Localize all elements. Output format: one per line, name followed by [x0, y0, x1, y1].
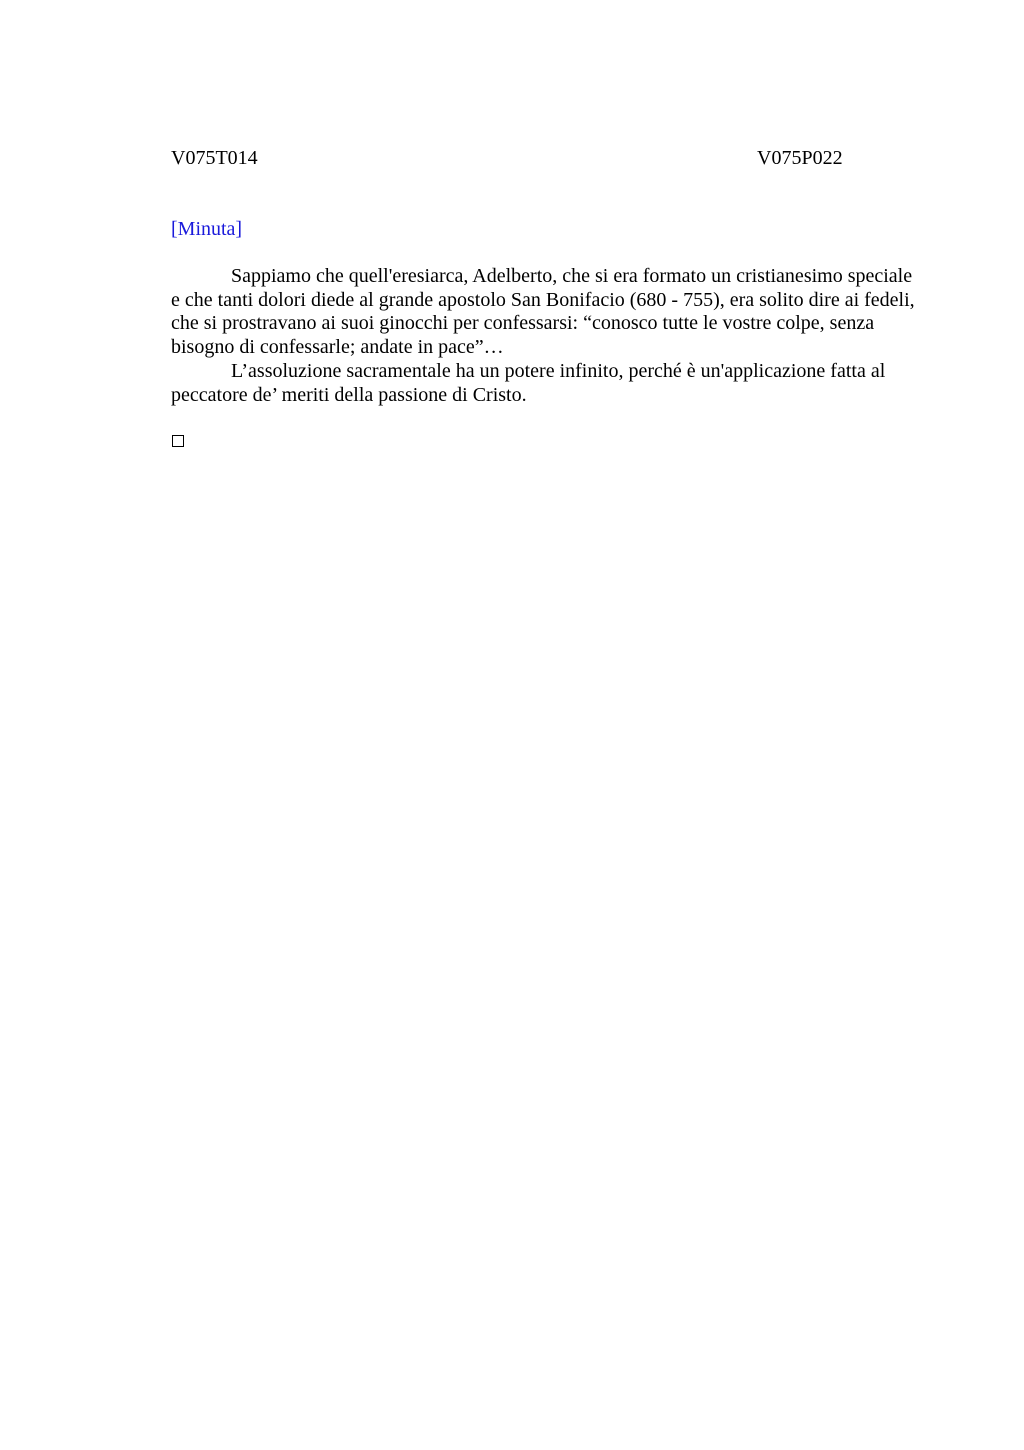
document-code-right: V075P022: [757, 147, 843, 169]
body-text: [171, 265, 916, 407]
paragraph-2: L’assoluzione sacramentale ha un potere infinito, perché è un'applicazione fatta al peccatore de’ meriti della passione di Cristo.: [171, 359, 886, 406]
section-label: [Minuta]: [171, 218, 243, 240]
empty-square-icon: [172, 435, 184, 447]
document-code-left: V075T014: [171, 147, 258, 169]
paragraph-1: Sappiamo che quell'eresiarca, Adelberto, che si era formato un cristianesimo speciale e che tanti dolori diede al grande apostolo San Bonifacio (680 - 755), era solito dire ai fedeli, che si prostravano ai suoi ginocchi per confessarsi: “conosco tutte le vostre colpe, senza bisogno di confessarle; andate in pace”…: [171, 265, 915, 359]
